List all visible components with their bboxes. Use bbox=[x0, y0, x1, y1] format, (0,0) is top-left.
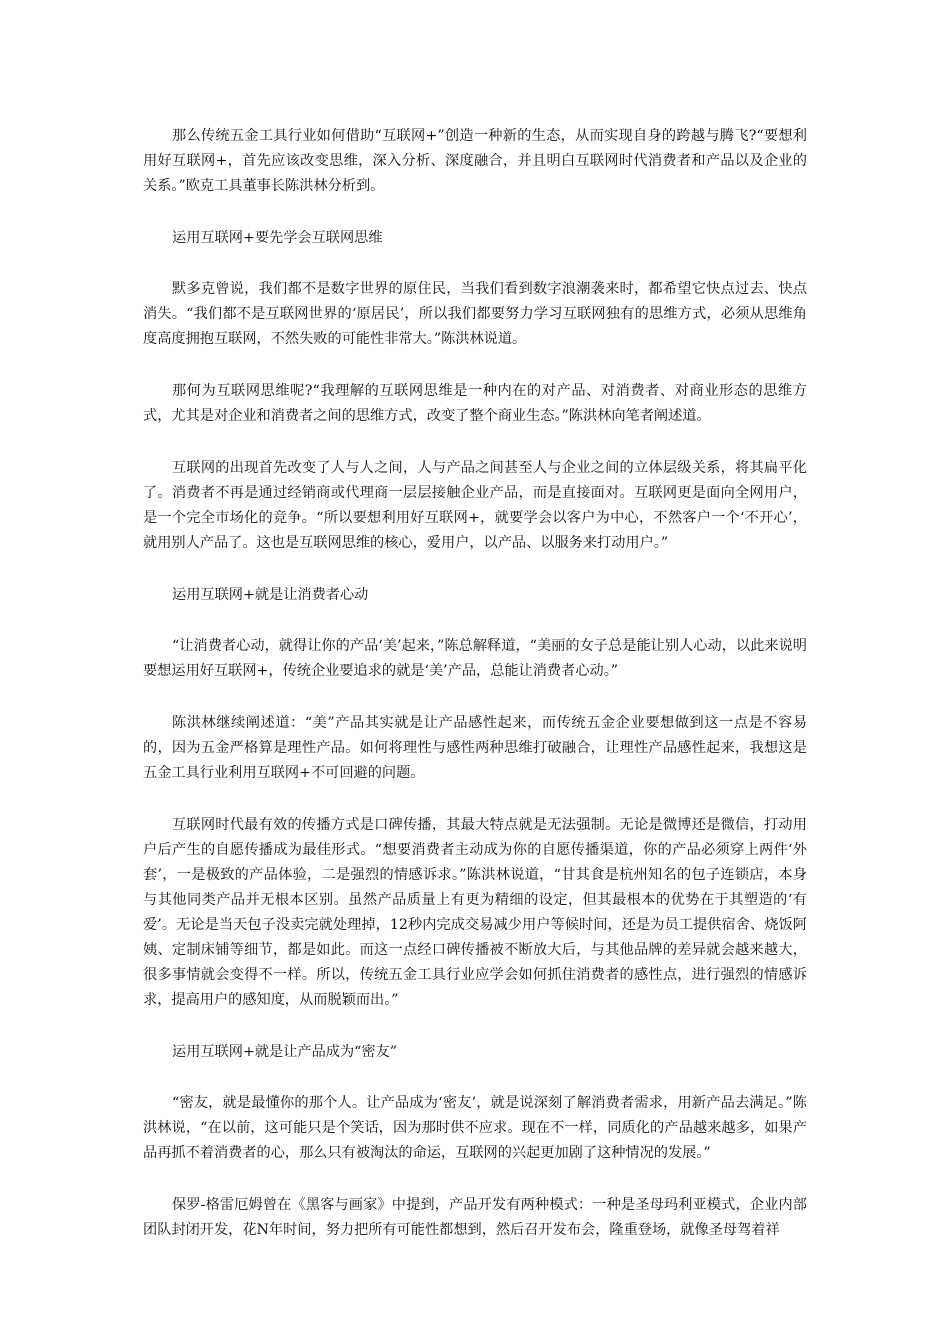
section-heading-friend: 运用互联网+就是让产品成为“密友” bbox=[172, 1044, 398, 1060]
document-body bbox=[143, 124, 807, 1270]
paragraph-murdoch: 默多克曾说，我们都不是数字世界的原住民，当我们看到数字浪潮袭来时，都希望它快点过去、快点消失。“我们都不是互联网世界的‘原居民’，所以我们都要努力学习互联网独有的思维方式，必须从思维角度高度拥抱互联网，不然失败的可能性非常大。”陈洪林说道。 bbox=[143, 281, 807, 347]
paragraph-close-friend: “密友，就是最懂你的那个人。让产品成为‘密友’，就是说深刻了解消费者需求，用新产品去满足。”陈洪林说，“在以前，这可能只是个笑话，因为那时供不应求。现在不一样，同质化的产品越来越多，如果产品再抓不着消费者的心，那么只有被淘汰的命运，互联网的兴起更加剧了这种情况的发展。” bbox=[143, 1095, 807, 1161]
paragraph-intro: 那么传统五金工具行业如何借助“互联网+”创造一种新的生态，从而实现自身的跨越与腾飞?“要想利用好互联网+，首先应该改变思维，深入分析、深度融合，并且明白互联网时代消费者和产品以及企业的关系。”欧克工具董事长陈洪林分析到。 bbox=[143, 128, 807, 194]
paragraph-beauty: “让消费者心动，就得让你的产品‘美’起来，”陈总解释道，“美丽的女子总是能让别人心动，以此来说明要想运用好互联网+，传统企业要追求的就是‘美’产品，总能让消费者心动。” bbox=[143, 638, 807, 679]
paragraph-what-is-thinking: 那何为互联网思维呢?“我理解的互联网思维是一种内在的对产品、对消费者、对商业形态的思维方式，尤其是对企业和消费者之间的思维方式，改变了整个商业生态。”陈洪林向笔者阐述道。 bbox=[143, 383, 807, 424]
paragraph-word-of-mouth: 互联网时代最有效的传播方式是口碑传播，其最大特点就是无法强制。无论是微博还是微信，打动用户后产生的自愿传播成为最佳形式。“想要消费者主动成为你的自愿传播渠道，你的产品必须穿上两件‘外套’，一是极致的产品体验，二是强烈的情感诉求。”陈洪林说道，“甘其食是杭州知名的包子连锁店，本身与其他同类产品并无根本区别。虽然产品质量上有更为精细的设定，但其最根本的优势在于其塑造的‘有爱’。无论是当天包子没卖完就处理掉，12秒内完成交易减少用户等候时间，还是为员工提供宿舍、烧饭阿姨、定制床铺等细节，都是如此。而这一点经口碑传播被不断放大后，与其他品牌的差异就会越来越大，很多事情就会变得不一样。所以，传统五金工具行业应学会如何抓住消费者的感性点，进行强烈的情感诉求，提高用户的感知度，从而脱颖而出。” bbox=[143, 817, 807, 1008]
paragraph-emotional-product: 陈洪林继续阐述道：“美”产品其实就是让产品感性起来，而传统五金企业要想做到这一点是不容易的，因为五金严格算是理性产品。如何将理性与感性两种思维打破融合，让理性产品感性起来，我想这是五金工具行业利用互联网+不可回避的问题。 bbox=[143, 715, 807, 781]
section-heading-thinking: 运用互联网+要先学会互联网思维 bbox=[172, 230, 383, 246]
section-heading-consumer: 运用互联网+就是让消费者心动 bbox=[172, 587, 369, 603]
paragraph-hackers-painters: 保罗-格雷厄姆曾在《黑客与画家》中提到，产品开发有两种模式：一种是圣母玛利亚模式，企业内部团队封闭开发，花N年时间，努力把所有可能性都想到，然后召开发布会，隆重登场，就像圣母驾着祥 bbox=[143, 1197, 807, 1238]
paragraph-flattening: 互联网的出现首先改变了人与人之间，人与产品之间甚至人与企业之间的立体层级关系，将其扁平化了。消费者不再是通过经销商或代理商一层层接触企业产品，而是直接面对。互联网更是面向全网用户，是一个完全市场化的竞争。“所以要想利用好互联网+，就要学会以客户为中心，不然客户一个‘不开心’，就用别人产品了。这也是互联网思维的核心，爱用户，以产品、以服务来打动用户。” bbox=[143, 460, 807, 551]
